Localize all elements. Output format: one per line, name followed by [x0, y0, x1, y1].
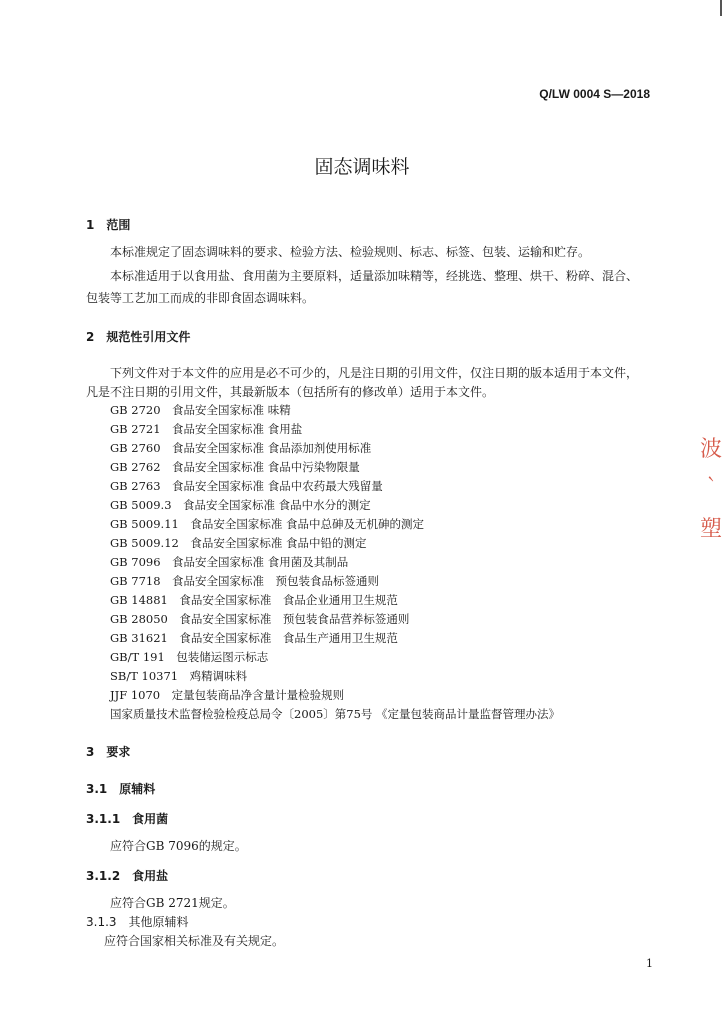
section-1-paragraph-2-line-2: 包装等工艺加工而成的非即食固态调味料。	[86, 291, 315, 305]
reference-item: GB 7718 食品安全国家标准 预包装食品标签通则	[110, 574, 380, 588]
reference-item: SB/T 10371 鸡精调味料	[110, 669, 248, 683]
section-3-1-1-heading: 3.1.1 食用菌	[86, 812, 169, 826]
reference-item: GB 2721 食品安全国家标准 食用盐	[110, 422, 303, 436]
reference-item: GB 5009.12 食品安全国家标准 食品中铅的测定	[110, 536, 367, 550]
section-2-intro-line-2: 凡是不注日期的引用文件，其最新版本（包括所有的修改单）适用于本文件。	[86, 385, 495, 399]
reference-item: GB/T 191 包装储运图示标志	[110, 650, 269, 664]
section-3-1-2-heading: 3.1.2 食用盐	[86, 869, 169, 883]
section-3-heading: 3 要求	[86, 745, 131, 759]
document-title: 固态调味料	[314, 156, 410, 178]
reference-item: JJF 1070 定量包装商品净含量计量检验规则	[110, 688, 345, 702]
reference-item: GB 2763 食品安全国家标准 食品中农药最大残留量	[110, 479, 383, 493]
reference-item: 国家质量技术监督检验检疫总局令〔2005〕第75号 《定量包装商品计量监督管理办法》	[110, 707, 561, 721]
reference-item: GB 2720 食品安全国家标准 味精	[110, 403, 291, 417]
section-2-intro-line-1: 下列文件对于本文件的应用是必不可少的，凡是注日期的引用文件，仅注日期的版本适用于本文件，	[110, 366, 639, 380]
section-2-heading: 2 规范性引用文件	[86, 330, 191, 344]
section-3-1-3-heading: 3.1.3 其他原辅料	[86, 915, 189, 929]
reference-item: GB 5009.11 食品安全国家标准 食品中总砷及无机砷的测定	[110, 517, 425, 531]
page-number: 1	[646, 957, 653, 970]
red-seal-stamp: 波 ｀ 塑	[700, 437, 723, 542]
section-3-1-2-text: 应符合GB 2721规定。	[110, 896, 235, 910]
section-3-1-3-text: 应符合国家相关标准及有关规定。	[104, 934, 285, 948]
section-1-heading: 1 范围	[86, 218, 131, 232]
page-edge-mark	[720, 0, 722, 16]
section-1-paragraph-2-line-1: 本标准适用于以食用盐、食用菌为主要原料，适量添加味精等，经挑选、整理、烘干、粉碎、混合、	[110, 269, 639, 283]
reference-item: GB 2760 食品安全国家标准 食品添加剂使用标准	[110, 441, 372, 455]
reference-item: GB 28050 食品安全国家标准 预包装食品营养标签通则	[110, 612, 410, 626]
reference-item: GB 7096 食品安全国家标准 食用菌及其制品	[110, 555, 349, 569]
reference-item: GB 5009.3 食品安全国家标准 食品中水分的测定	[110, 498, 371, 512]
section-3-1-1-text: 应符合GB 7096的规定。	[110, 839, 247, 853]
reference-item: GB 2762 食品安全国家标准 食品中污染物限量	[110, 460, 360, 474]
reference-item: GB 31621 食品安全国家标准 食品生产通用卫生规范	[110, 631, 398, 645]
section-3-1-heading: 3.1 原辅料	[86, 782, 156, 796]
reference-item: GB 14881 食品安全国家标准 食品企业通用卫生规范	[110, 593, 398, 607]
section-1-paragraph-1: 本标准规定了固态调味料的要求、检验方法、检验规则、标志、标签、包装、运输和贮存。	[110, 245, 591, 259]
standard-code: Q/LW 0004 S—2018	[539, 87, 650, 101]
